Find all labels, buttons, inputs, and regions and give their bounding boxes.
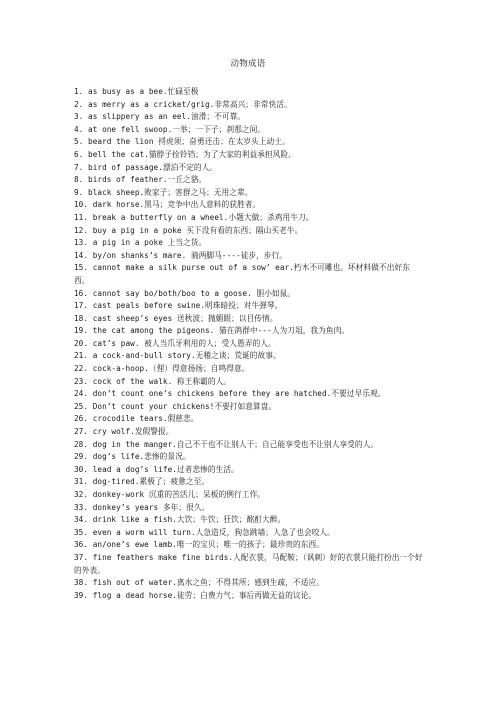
list-item: 17. cast peals before swine.明珠暗投；对牛弹琴。 bbox=[74, 301, 283, 311]
list-item: 33. donkey’s years 多年；很久。 bbox=[74, 502, 210, 512]
list-item: 6. bell the cat.猫脖子拴铃铛；为了大家的利益承担风险。 bbox=[74, 149, 296, 159]
idiom-list bbox=[74, 86, 424, 602]
list-item: 35. even a worm will turn.人急造反，狗急跳墙；人急了也会咬人。 bbox=[74, 527, 335, 537]
list-item: 8. birds of feather.一丘之貉。 bbox=[74, 175, 207, 185]
list-item: 2. as merry as a cricket/grig.非常高兴；非常快活。 bbox=[74, 99, 292, 109]
list-item: 21. a cock-and-bull story.无稽之谈；荒诞的故事。 bbox=[74, 351, 281, 361]
list-item: 36. an/one’s ewe lamb.唯一的宝贝；唯一的孩子；最珍贵的东西。 bbox=[74, 540, 324, 550]
list-item: 23. cock of the walk. 称王称霸的人。 bbox=[74, 376, 232, 386]
list-item: 31. dog-tired.累极了；疲惫之至。 bbox=[74, 477, 210, 487]
list-item: 14. by/on shanks’s mare. 骑两脚马----徒步，步行。 bbox=[74, 250, 288, 260]
list-item: 12. buy a pig in a poke 买下没有看的东西；隔山买老牛。 bbox=[74, 225, 303, 235]
list-item: 37. fine feathers make fine birds.人配衣裳，马配鞍；（讽刺）好的衣裳只能打扮出一个好的外表。 bbox=[74, 552, 423, 575]
list-item: 22. cock-a-hoop.（俚）得意扬扬；自鸣得意。 bbox=[74, 364, 250, 374]
list-item: 30. lead a dog’s life.过者悲惨的生活。 bbox=[74, 464, 239, 474]
document-title: 动物成语 bbox=[230, 59, 266, 69]
list-item: 26. crocodile tears.假慈悲。 bbox=[74, 414, 199, 424]
list-item: 10. dark horse.黑马；竞争中出人意料的获胜者。 bbox=[74, 200, 261, 210]
list-item: 20. cat’s paw. 被人当爪牙利用的人；受人愚弄的人。 bbox=[74, 338, 276, 348]
list-item: 19. the cat among the pigeons. 猫在鸽群中---人为刀俎，我为鱼肉。 bbox=[74, 326, 350, 336]
list-item: 32. donkey-work 沉重的苦活儿；呆板的例行工作。 bbox=[74, 490, 265, 499]
list-item: 16. cannot say bo/both/boo to a goose. 胆小如鼠。 bbox=[74, 288, 296, 298]
list-item: 4. at one fell swoop.一举；一下子；刹那之间。 bbox=[74, 124, 266, 134]
list-item: 29. dog’s life.悲惨的景况。 bbox=[74, 452, 191, 462]
list-item: 24. don’t count one’s chickens before they are hatched.不要过早乐观。 bbox=[74, 389, 386, 399]
list-item: 3. as slippery as an eel.油滑；不可靠。 bbox=[74, 112, 246, 122]
list-item: 11. break a butterfly on a wheel.小题大做；杀鸡用牛刀。 bbox=[74, 212, 314, 222]
list-item: 39. flog a dead horse.徒劳；白费力气；事后再做无益的议论。 bbox=[74, 590, 317, 600]
list-item: 5. beard the lion 捋虎须；奋勇还击；在太岁头上动土。 bbox=[74, 137, 290, 147]
list-item: 13. a pig in a poke 上当之货。 bbox=[74, 238, 207, 248]
list-item: 1. as busy as a bee.忙碌至极 bbox=[74, 87, 199, 96]
list-item: 28. dog in the manger.自己不干也不让别人干；自己能享受也不让别人享受的人。 bbox=[74, 439, 379, 449]
list-item: 15. cannot make a silk purse out of a sow’ ear.朽木不可雕也。坏材料做不出好东西。 bbox=[74, 263, 410, 285]
list-item: 25. Don’t count your chickens!不要打如意算盘。 bbox=[74, 401, 277, 411]
list-item: 27. cry wolf.发假警报。 bbox=[74, 427, 174, 437]
list-item: 34. drink like a fish.大饮；牛饮；狂饮；酩酊大醉。 bbox=[74, 515, 286, 525]
list-item: 7. bird of passage.漂泊不定的人。 bbox=[74, 162, 218, 172]
list-item: 18. cast sheep’s eyes 送秋波；抛媚眼；以目传情。 bbox=[74, 313, 278, 323]
list-item: 38. fish out of water.离水之鱼；不得其所；感到生疏，不适应。 bbox=[74, 578, 324, 588]
list-item: 9. black sheep.败家子；害群之马；无用之辈。 bbox=[74, 187, 253, 197]
